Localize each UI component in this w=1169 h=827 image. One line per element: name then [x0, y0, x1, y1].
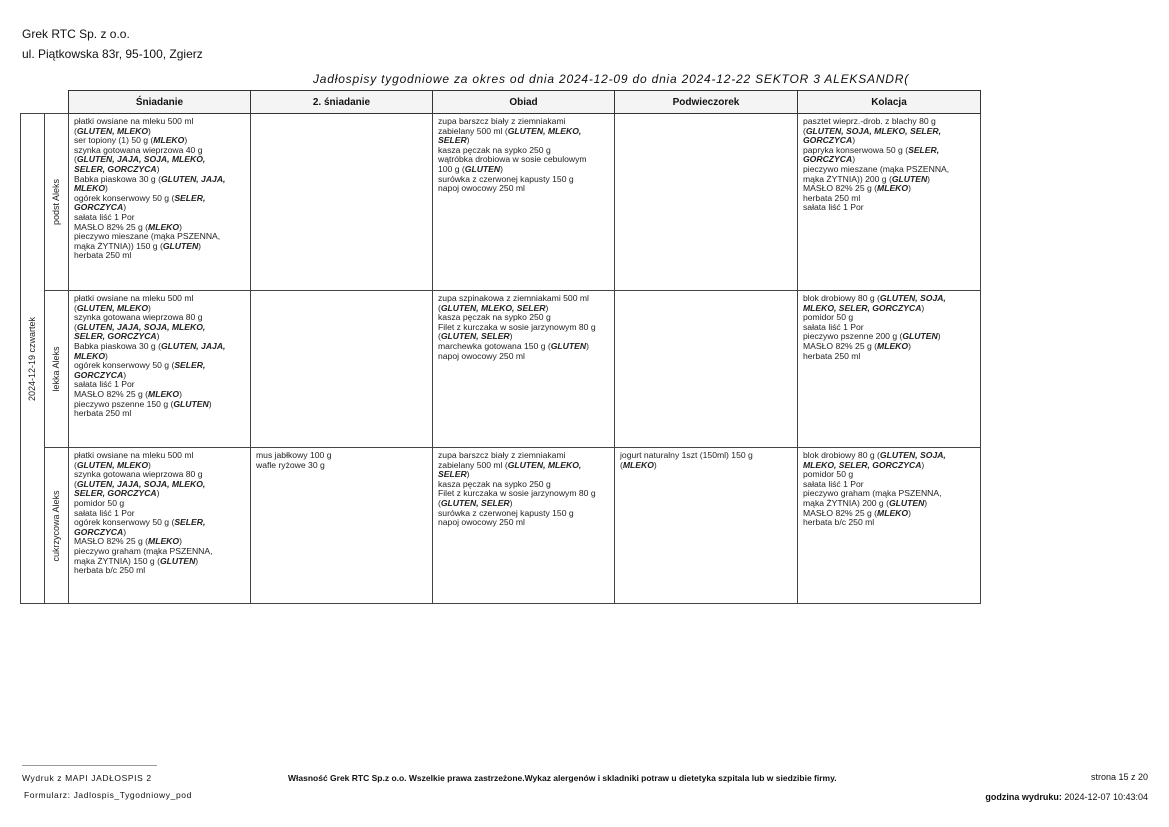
- print-time-label: godzina wydruku:: [985, 792, 1062, 802]
- meal-text: zupa barszcz biały z ziemniakami: [438, 116, 566, 126]
- allergen-text: GLUTEN: [464, 163, 501, 174]
- meal-text: MASŁO 82% 25 g (: [74, 221, 149, 232]
- allergen-text: SELER,: [174, 517, 206, 528]
- meal-text: herbata b/c 250 ml: [803, 517, 875, 528]
- allergen-text: MLEKO: [622, 459, 654, 470]
- meal-cell: [251, 114, 433, 291]
- allergen-text: MLEKO: [877, 507, 909, 518]
- meal-text: szynka gotowana wieprzowa 40 g: [74, 144, 203, 155]
- meal-text: ogórek konserwowy 50 g (: [74, 192, 175, 203]
- allergen-text: GORCZYCA: [74, 369, 124, 380]
- meal-cell: [69, 291, 251, 448]
- allergen-text: GORCZYCA: [803, 135, 853, 146]
- meal-text: Filet z kurczaka w sosie jarzynowym 80 g: [438, 321, 596, 332]
- meal-text: sałata liść 1 Por: [74, 507, 135, 518]
- allergen-text: MLEKO: [877, 340, 909, 351]
- meal-text: mąka ŻYTNIA) 200 g (: [803, 497, 889, 508]
- meal-text: kasza pęczak na sypko 250 g: [438, 478, 551, 489]
- allergen-text: GLUTEN, JAJA,: [160, 340, 226, 351]
- allergen-text: GLUTEN, JAJA,: [160, 173, 226, 184]
- allergen-text: GLUTEN, SELER: [440, 497, 510, 508]
- meal-text: wątróbka drobiowa w sosie cebulowym: [438, 154, 587, 165]
- meal-text: płatki owsiane na mleku 500 ml: [74, 450, 194, 460]
- meal-text: ): [208, 398, 212, 409]
- meal-text: Babka piaskowa 30 g (: [74, 173, 161, 184]
- meal-text: ): [105, 183, 108, 194]
- meal-cell: [615, 291, 798, 448]
- meal-text: ): [156, 488, 160, 499]
- meal-text: pieczywo pszenne 200 g (: [803, 331, 903, 342]
- meal-text: sałata liść 1 Por: [74, 211, 135, 222]
- meal-text: ): [852, 154, 856, 165]
- meal-cell: [615, 448, 798, 604]
- meal-text: surówka z czerwonej kapusty 150 g: [438, 173, 574, 184]
- meal-text: sałata liść 1 Por: [803, 202, 864, 213]
- meal-text: napoj owocowy 250 ml: [438, 350, 525, 361]
- allergen-text: GLUTEN: [891, 173, 928, 184]
- meal-text: papryka konserwowa 50 g (: [803, 144, 909, 155]
- meal-text: pasztet wieprz.-drob. z blachy 80 g: [803, 116, 936, 126]
- meal-text: (: [74, 125, 77, 136]
- allergen-text: SELER, GORCZYCA: [74, 163, 157, 174]
- diet-label: podst Aleks: [50, 178, 61, 226]
- company-address: ul. Piątkowska 83r, 95-100, Zgierz: [22, 47, 203, 61]
- allergen-text: SELER,: [174, 360, 206, 371]
- meal-text: ): [921, 459, 925, 470]
- header-row: [21, 91, 981, 114]
- meal-text: ): [927, 173, 931, 184]
- meal-text: ): [545, 302, 549, 313]
- company-name: Grek RTC Sp. z o.o.: [22, 27, 130, 41]
- meal-text: pieczywo pszenne 150 g (: [74, 398, 174, 409]
- meal-text: jogurt naturalny 1szt (150ml) 150 g: [620, 450, 753, 460]
- meal-text: ): [466, 135, 470, 146]
- meal-line: [438, 184, 610, 194]
- allergen-text: SELER, GORCZYCA: [74, 488, 157, 499]
- allergen-text: GLUTEN, MLEKO: [76, 302, 149, 313]
- meal-text: zupa szpinakowa z ziemniakami 500 ml: [438, 293, 589, 303]
- column-header-sniadanie: Śniadanie: [69, 91, 251, 114]
- meal-cell: [433, 291, 615, 448]
- meal-text: ): [123, 369, 127, 380]
- meal-text: ): [198, 240, 202, 251]
- meal-cell: [433, 114, 615, 291]
- meal-line: [803, 352, 976, 362]
- meal-text: mąka ŻYTNIA)) 150 g (: [74, 240, 163, 251]
- print-time-value: 2024-12-07 10:43:04: [1064, 792, 1148, 802]
- meal-cell: [615, 114, 798, 291]
- allergen-text: GLUTEN: [902, 331, 938, 342]
- diet-cell: [45, 291, 69, 448]
- meal-text: ): [937, 331, 941, 342]
- diet-cell: [45, 114, 69, 291]
- meal-text: Filet z kurczaka w sosie jarzynowym 80 g: [438, 488, 596, 499]
- meal-text: ): [179, 536, 182, 547]
- allergen-text: GLUTEN: [888, 497, 925, 508]
- allergen-text: GLUTEN, JAJA, SOJA, MLEKO,: [76, 478, 206, 489]
- meal-text: napoj owocowy 250 ml: [438, 183, 525, 194]
- allergen-text: GLUTEN: [173, 398, 209, 409]
- meal-text: pieczywo mieszane (mąka PSZENNA,: [803, 163, 950, 174]
- meal-cell: [251, 448, 433, 604]
- meal-text: (: [74, 478, 77, 489]
- meal-text: ): [908, 340, 911, 351]
- meal-text: ): [908, 183, 911, 194]
- column-header-podwieczorek: Podwieczorek: [615, 91, 798, 114]
- meal-text: blok drobiowy 80 g (: [803, 293, 880, 303]
- allergen-text: GORCZYCA: [74, 526, 124, 537]
- meal-text: wafle ryżowe 30 g: [256, 459, 325, 470]
- meal-text: mus jabłkowy 100 g: [256, 450, 332, 460]
- meal-cell: [69, 448, 251, 604]
- meal-text: surówka z czerwonej kapusty 150 g: [438, 507, 574, 518]
- meal-text: ): [148, 302, 151, 313]
- meal-text: ): [179, 388, 182, 399]
- meal-text: MASŁO 82% 25 g (: [803, 183, 878, 194]
- meal-text: ): [123, 202, 127, 213]
- date-cell: [21, 114, 45, 604]
- meal-text: kasza pęczak na sypko 250 g: [438, 312, 551, 323]
- meal-text: MASŁO 82% 25 g (: [74, 388, 149, 399]
- meal-text: ): [509, 497, 513, 508]
- meal-text: ): [500, 163, 503, 174]
- allergen-text: SELER: [438, 135, 467, 146]
- meal-text: ): [852, 135, 856, 146]
- meal-line: [620, 461, 793, 471]
- meal-text: ogórek konserwowy 50 g (: [74, 360, 175, 371]
- table-row: [21, 291, 981, 448]
- meal-text: pomidor 50 g: [74, 497, 125, 508]
- document-title: Jadłospisy tygodniowe za okres od dnia 2024-12-09 do dnia 2024-12-22 SEKTOR 3 ALEKSANDR(: [313, 72, 910, 86]
- header-blank: [45, 91, 69, 114]
- meal-cell: [798, 448, 981, 604]
- meal-text: sałata liść 1 Por: [803, 478, 864, 489]
- meal-text: szynka gotowana wieprzowa 80 g: [74, 312, 203, 323]
- meal-text: ): [586, 340, 589, 351]
- meal-text: pieczywo graham (mąka PSZENNA,: [74, 545, 213, 556]
- meal-text: ): [179, 221, 182, 232]
- meal-text: ogórek konserwowy 50 g (: [74, 517, 175, 528]
- meal-text: herbata 250 ml: [74, 408, 132, 419]
- meal-text: kasza pęczak na sypko 250 g: [438, 144, 551, 155]
- meal-text: (: [438, 331, 441, 342]
- meal-text: szynka gotowana wieprzowa 80 g: [74, 469, 203, 480]
- allergen-text: GORCZYCA: [74, 202, 124, 213]
- diet-cell: [45, 448, 69, 604]
- meal-text: płatki owsiane na mleku 500 ml: [74, 293, 194, 303]
- meal-text: ): [156, 163, 160, 174]
- meal-text: (: [74, 321, 77, 332]
- allergen-text: GLUTEN: [550, 340, 587, 351]
- allergen-text: MLEKO: [877, 183, 909, 194]
- allergen-text: GLUTEN, MLEKO: [76, 459, 149, 470]
- meal-text: MASŁO 82% 25 g (: [74, 536, 149, 547]
- header-blank: [21, 91, 45, 114]
- allergen-text: GLUTEN, SELER: [440, 331, 510, 342]
- meal-text: herbata 250 ml: [803, 192, 861, 203]
- meal-line: [74, 566, 246, 576]
- column-header-kolacja: Kolacja: [798, 91, 981, 114]
- column-header-obiad: Obiad: [433, 91, 615, 114]
- allergen-text: GLUTEN, SOJA,: [879, 293, 946, 303]
- allergen-text: MLEKO, SELER, GORCZYCA: [803, 302, 922, 313]
- meal-cell: [69, 114, 251, 291]
- allergen-text: GORCZYCA: [803, 154, 853, 165]
- allergen-text: SELER: [438, 469, 467, 480]
- meal-text: sałata liść 1 Por: [803, 321, 864, 332]
- allergen-text: MLEKO: [148, 221, 180, 232]
- meal-text: ): [924, 497, 928, 508]
- diet-label: lekka Aleks: [50, 346, 61, 392]
- footer-form-name: Formularz: Jadlospis_Tygodniowy_pod: [24, 790, 192, 800]
- meal-text: blok drobiowy 80 g (: [803, 450, 880, 460]
- meal-text: (: [74, 302, 77, 313]
- meal-cell: [251, 291, 433, 448]
- allergen-text: GLUTEN: [162, 240, 199, 251]
- meal-text: herbata 250 ml: [803, 350, 861, 361]
- meal-text: ser topiony (1) 50 g (: [74, 135, 154, 146]
- allergen-text: GLUTEN: [159, 555, 196, 566]
- allergen-text: GLUTEN, MLEKO,: [507, 459, 582, 470]
- meal-text: ): [123, 526, 127, 537]
- allergen-text: MLEKO: [74, 350, 106, 361]
- meal-text: (: [74, 154, 77, 165]
- meal-text: (: [803, 125, 806, 136]
- allergen-text: SELER,: [174, 192, 206, 203]
- footer-ownership-note: Własność Grek RTC Sp.z o.o. Wszelkie prawa zastrzeżone.Wykaz alergenów i skladniki potraw u dietetyka szpitala lub w siedzibie firmy.: [288, 773, 837, 783]
- meal-text: ): [184, 135, 188, 146]
- meal-text: (: [74, 459, 77, 470]
- footer-printed-from: Wydruk z MAPI JADŁOSPIS 2: [22, 773, 152, 783]
- meal-text: (: [438, 497, 441, 508]
- table-row: [21, 114, 981, 291]
- meal-text: herbata 250 ml: [74, 250, 132, 261]
- meal-text: płatki owsiane na mleku 500 ml: [74, 116, 194, 126]
- meal-line: [438, 352, 610, 362]
- meal-text: sałata liść 1 Por: [74, 379, 135, 390]
- meal-cell: [798, 291, 981, 448]
- meal-text: marchewka gotowana 150 g (: [438, 340, 551, 351]
- meal-text: pieczywo mieszane (mąka PSZENNA,: [74, 231, 221, 242]
- diet-label: cukrzycowa Aleks: [50, 489, 61, 562]
- allergen-text: MLEKO: [148, 536, 180, 547]
- meal-text: pomidor 50 g: [803, 312, 854, 323]
- meal-text: ): [156, 331, 160, 342]
- allergen-text: SELER,: [908, 144, 940, 155]
- meal-text: ): [509, 331, 513, 342]
- menu-table: [20, 90, 981, 604]
- meal-text: ): [466, 469, 470, 480]
- meal-text: ): [195, 555, 199, 566]
- meal-line: [438, 518, 610, 528]
- table-row: [21, 448, 981, 604]
- allergen-text: GLUTEN, MLEKO: [76, 125, 149, 136]
- allergen-text: GLUTEN, SOJA,: [879, 450, 946, 460]
- meal-text: mąka ŻYTNIA)) 200 g (: [803, 173, 892, 184]
- meal-text: ): [908, 507, 911, 518]
- meal-text: zupa barszcz biały z ziemniakami: [438, 450, 566, 460]
- allergen-text: GLUTEN, MLEKO, SELER: [440, 302, 546, 313]
- meal-text: MASŁO 82% 25 g (: [803, 507, 878, 518]
- allergen-text: MLEKO: [74, 183, 106, 194]
- date-label: 2024-12-19 czwartek: [26, 316, 37, 401]
- allergen-text: SELER, GORCZYCA: [74, 331, 157, 342]
- meal-line: [803, 203, 976, 213]
- company-block: [22, 24, 203, 64]
- footer-page-number: strona 15 z 20: [1090, 772, 1148, 782]
- meal-text: ): [148, 125, 151, 136]
- meal-text: Babka piaskowa 30 g (: [74, 340, 161, 351]
- allergen-text: GLUTEN, SOJA, MLEKO, SELER,: [805, 125, 941, 136]
- allergen-text: MLEKO: [148, 388, 180, 399]
- meal-cell: [433, 448, 615, 604]
- allergen-text: GLUTEN, JAJA, SOJA, MLEKO,: [76, 321, 206, 332]
- footer-print-time: [985, 792, 1148, 802]
- meal-cell: [798, 114, 981, 291]
- meal-text: pieczywo graham (mąka PSZENNA,: [803, 488, 942, 499]
- meal-text: zabielany 500 ml (: [438, 459, 508, 470]
- allergen-text: MLEKO, SELER, GORCZYCA: [803, 459, 922, 470]
- meal-text: MASŁO 82% 25 g (: [803, 340, 878, 351]
- column-header-drugie-sniadanie: 2. śniadanie: [251, 91, 433, 114]
- meal-text: herbata b/c 250 ml: [74, 565, 146, 576]
- meal-line: [74, 409, 246, 419]
- meal-text: ): [105, 350, 108, 361]
- meal-text: 100 g (: [438, 163, 465, 174]
- allergen-text: MLEKO: [153, 135, 185, 146]
- footer-divider: [22, 765, 157, 766]
- allergen-text: GLUTEN, MLEKO,: [507, 125, 582, 136]
- meal-text: ): [148, 459, 151, 470]
- meal-text: pomidor 50 g: [803, 469, 854, 480]
- meal-text: ): [921, 302, 925, 313]
- meal-text: napoj owocowy 250 ml: [438, 517, 525, 528]
- meal-text: zabielany 500 ml (: [438, 125, 508, 136]
- meal-text: mąka ŻYTNIA) 150 g (: [74, 555, 160, 566]
- meal-line: [803, 518, 976, 528]
- meal-text: (: [620, 459, 623, 470]
- meal-line: [256, 461, 428, 471]
- meal-text: ): [653, 459, 657, 470]
- meal-line: [74, 251, 246, 261]
- allergen-text: GLUTEN, JAJA, SOJA, MLEKO,: [76, 154, 206, 165]
- meal-text: (: [438, 302, 441, 313]
